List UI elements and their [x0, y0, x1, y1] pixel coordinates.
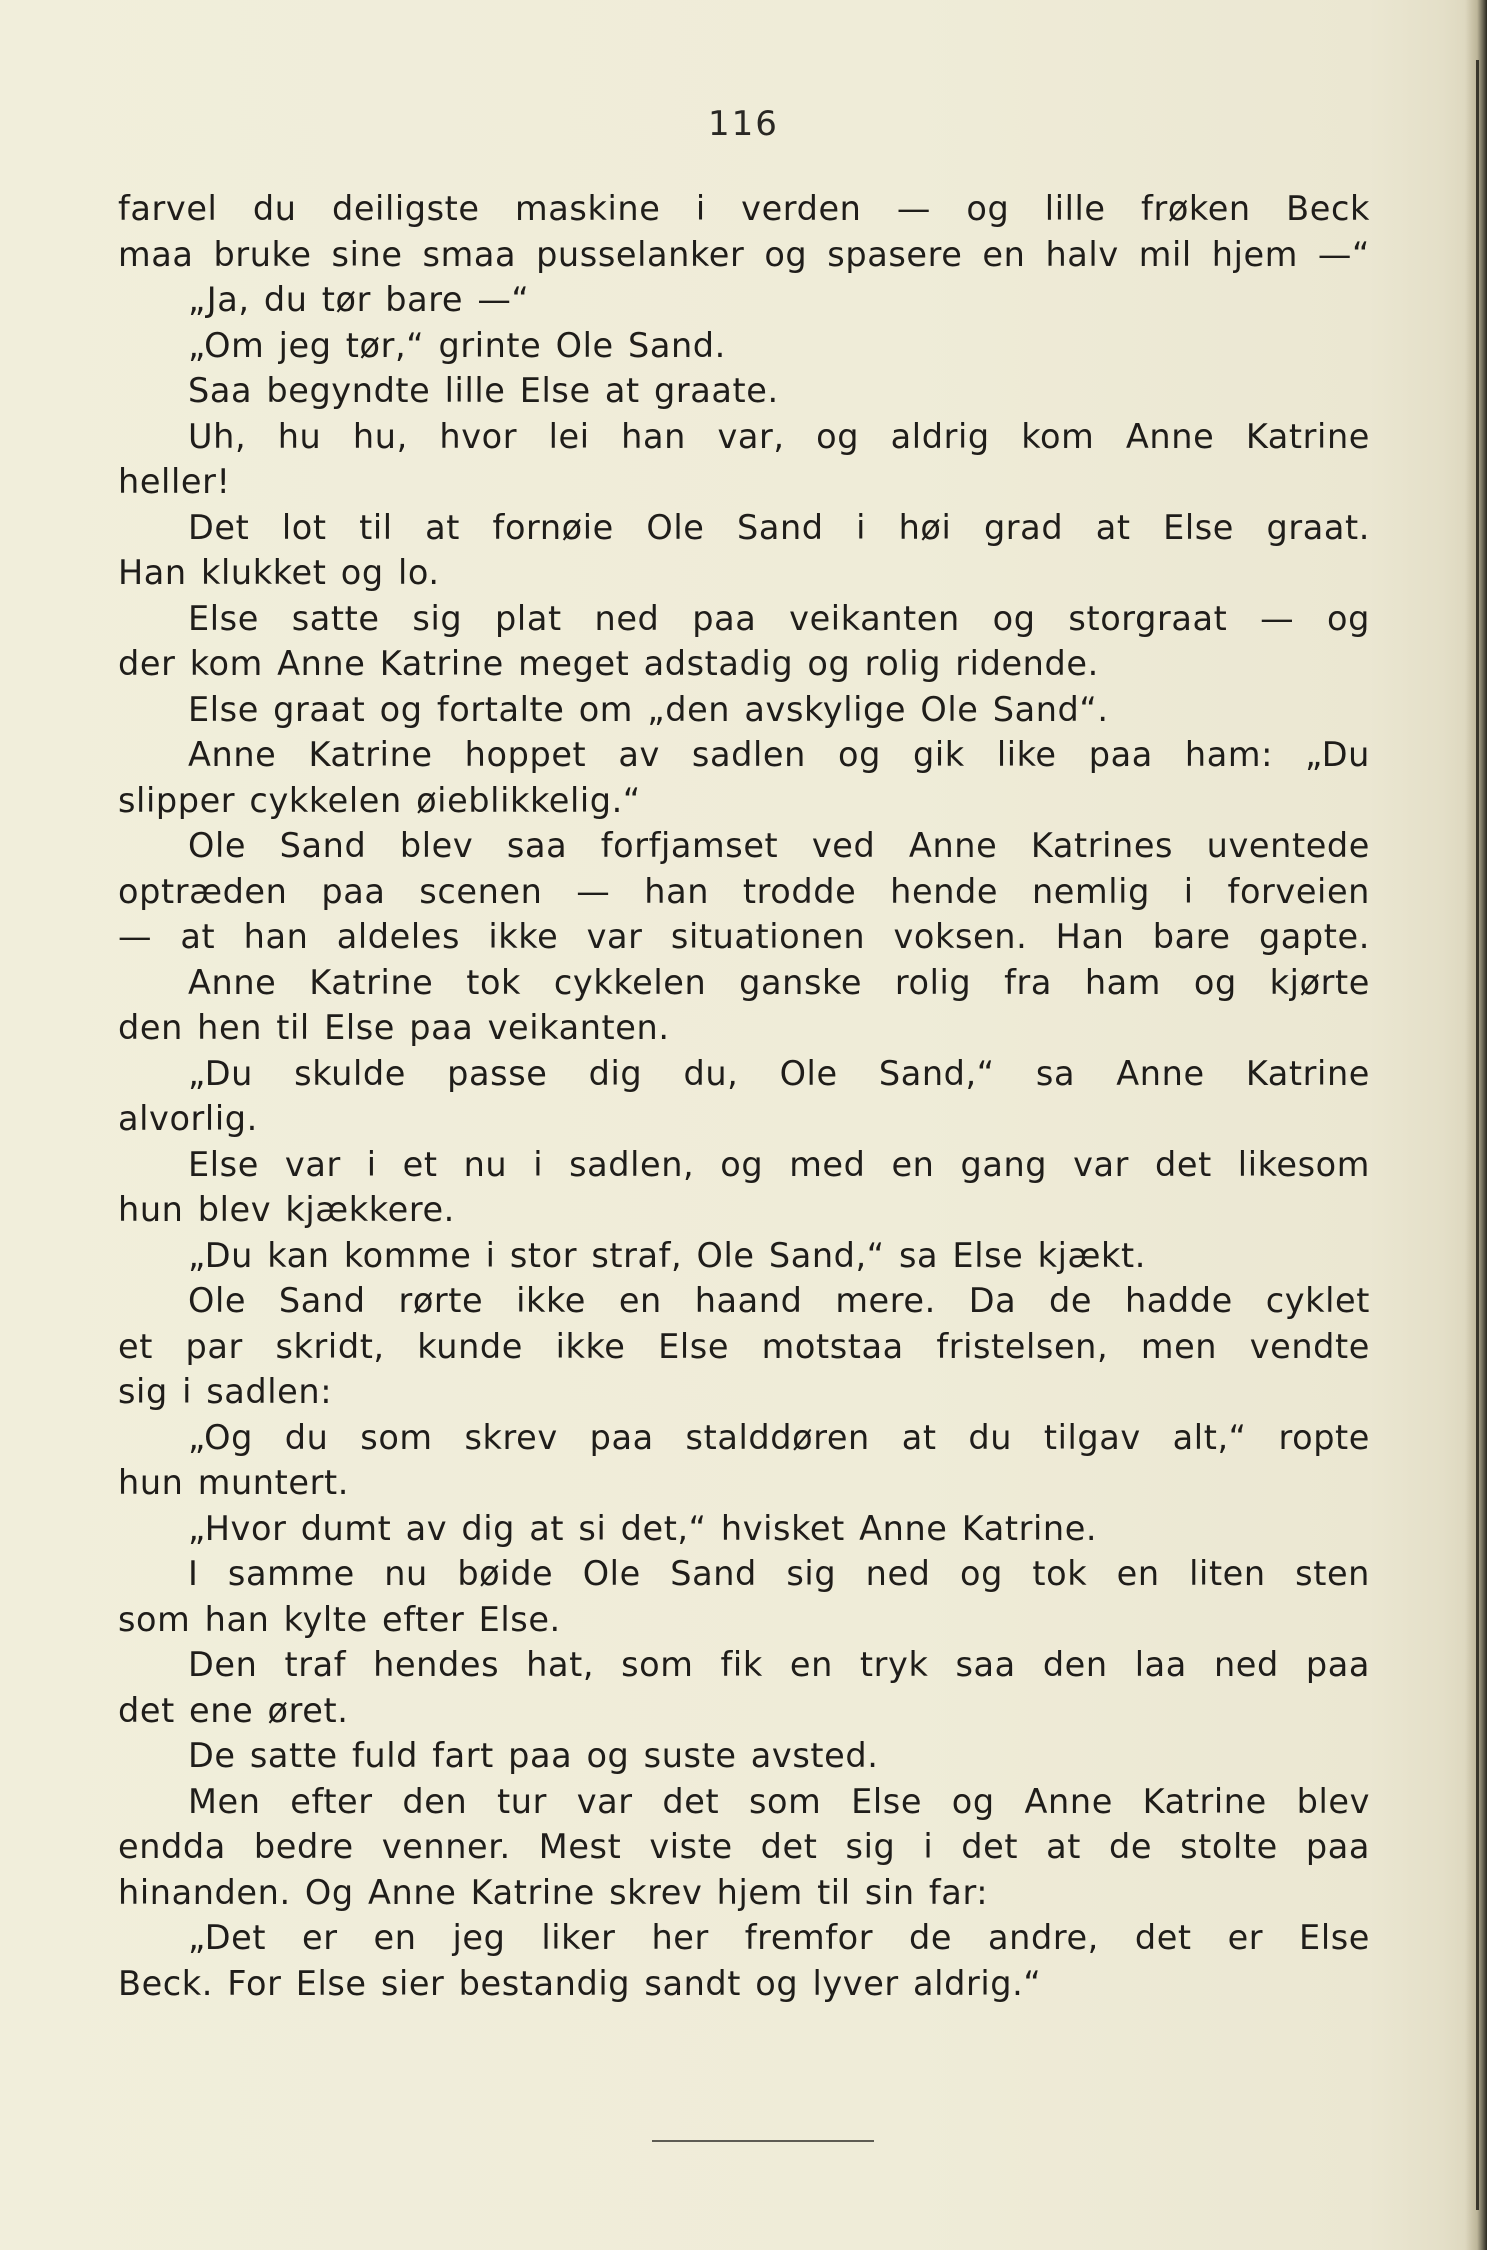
text-line: Anne Katrine tok cykkelen ganske rolig fra ham og kjørte [188, 962, 1370, 1002]
text-line: alvorlig. [118, 1099, 258, 1138]
section-end-rule [652, 2140, 874, 2142]
text-line: De satte fuld fart paa og suste avsted. [188, 1736, 879, 1775]
text-line: Anne Katrine hoppet av sadlen og gik like paa ham: „Du [188, 735, 1370, 774]
text-line: Saa begyndte lille Else at graate. [188, 371, 779, 410]
text-line: Ole Sand blev saa forfjamset ved Anne Katrines uventede [188, 826, 1370, 865]
text-line: „Du kan komme i stor straf, Ole Sand,“ sa Else kjækt. [188, 1235, 1147, 1275]
text-line: Ole Sand rørte ikke en haand mere. Da de hadde cyklet [188, 1281, 1370, 1320]
text-line: Men efter den tur var det som Else og Anne Katrine blev [188, 1781, 1370, 1821]
text-line: heller! [118, 462, 231, 501]
page-number: 116 [708, 104, 779, 144]
text-line: Den traf hendes hat, som fik en tryk saa den laa ned paa [188, 1645, 1370, 1684]
text-line: „Du skulde passe dig du, Ole Sand,“ sa Anne Katrine [188, 1053, 1370, 1093]
text-line: et par skridt, kunde ikke Else motstaa fristelsen, men vendte [118, 1326, 1370, 1366]
body-text [118, 186, 1370, 2006]
binding-edge-line [1476, 60, 1479, 2210]
text-line: det ene øret. [118, 1690, 349, 1730]
text-line: Han klukket og lo. [118, 553, 440, 592]
text-line: farvel du deiligste maskine i verden — og lille frøken Beck [118, 189, 1370, 228]
text-line: — at han aldeles ikke var situationen voksen. Han bare gapte. [118, 917, 1370, 956]
text-line: Beck. For Else sier bestandig sandt og lyver aldrig.“ [118, 1963, 1042, 2003]
text-line: endda bedre venner. Mest viste det sig i det at de stolte paa [118, 1827, 1370, 1866]
text-line: maa bruke sine smaa pusselanker og spasere en halv mil hjem —“ [118, 234, 1370, 274]
text-line: som han kylte efter Else. [118, 1599, 561, 1639]
text-line: Else var i et nu i sadlen, og med en gang var det likesom [188, 1144, 1370, 1184]
text-line: Uh, hu hu, hvor lei han var, og aldrig kom Anne Katrine [188, 416, 1370, 456]
text-line: Else graat og fortalte om „den avskylige Ole Sand“. [188, 689, 1109, 729]
text-line: „Om jeg tør,“ grinte Ole Sand. [188, 325, 726, 365]
text-line: „Det er en jeg liker her fremfor de andre, det er Else [188, 1918, 1370, 1957]
text-line: slipper cykkelen øieblikkelig.“ [118, 780, 641, 820]
text-line: Det lot til at fornøie Ole Sand i høi grad at Else graat. [188, 507, 1370, 547]
text-line: I samme nu bøide Ole Sand sig ned og tok en liten sten [188, 1554, 1370, 1593]
text-line: sig i sadlen: [118, 1372, 333, 1411]
text-line: „Hvor dumt av dig at si det,“ hvisket Anne Katrine. [188, 1508, 1098, 1548]
text-line: Else satte sig plat ned paa veikanten og storgraat — og [188, 598, 1370, 638]
text-line: optræden paa scenen — han trodde hende nemlig i forveien [118, 871, 1370, 911]
text-line: den hen til Else paa veikanten. [118, 1008, 670, 1047]
text-line: der kom Anne Katrine meget adstadig og rolig ridende. [118, 644, 1099, 683]
text-line: „Og du som skrev paa stalddøren at du tilgav alt,“ ropte [188, 1417, 1370, 1457]
text-line: hun muntert. [118, 1463, 349, 1502]
text-line: hun blev kjækkere. [118, 1190, 455, 1229]
text-line: hinanden. Og Anne Katrine skrev hjem til sin far: [118, 1872, 989, 1912]
text-line: „Ja, du tør bare —“ [188, 280, 530, 319]
